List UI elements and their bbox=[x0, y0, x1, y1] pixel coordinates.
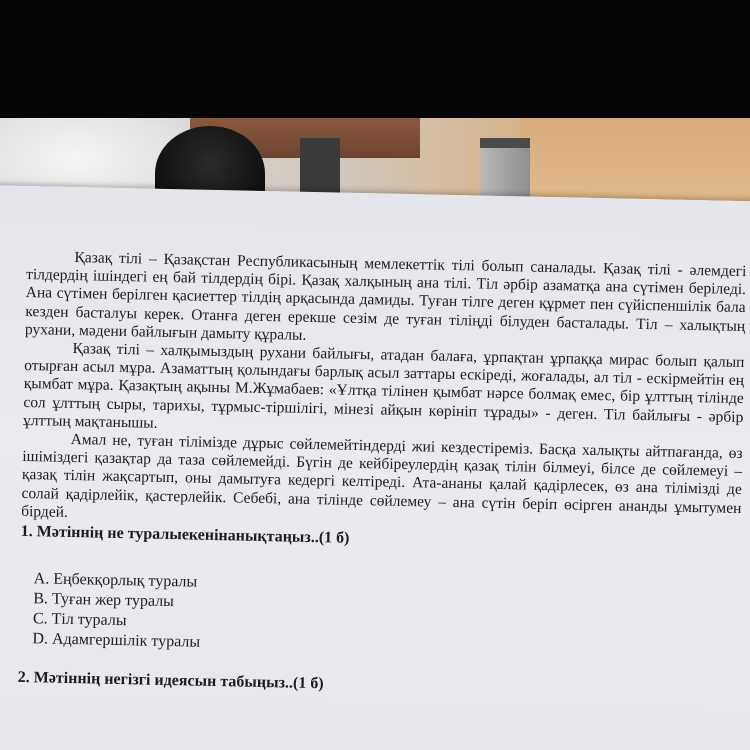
paragraph-1: Қазақ тілі – Қазақстан Республикасының мемлекеттік тілі болып саналады. Қазақ тілі - әлемдегі тілдердің ішіндегі ең бай тілдердің бірі. Қазақ халқының ана тілі. Тіл әрбір азаматқа ана сүтімен беріледі. Ана сүтімен берілген қасиеттер тілдің арқасында дамиды. Туған тілге деген құрмет пен сүйіспеншілік бала кезден басталуы керек. Отанға деген ерекше сезім де туған тіліңді білуден басталады. Тіл – халықтың рухани, мәдени байлығын дамыту құралы. bbox=[24, 248, 747, 344]
paragraph-2: Қазақ тілі – халқымыздың рухани байлығы, атадан балаға, ұрпақтан ұрпаққа мирас болып қалып отырған асыл мұра. Азаматтың қолындағы барлық асыл заттары ескіреді, жоғалады, ал тіл - ескірмейтін ең қымбат мұра. Қазақтың ақыны М.Жұмабаев: «Ұлтқа тілінен қымбат нәрсе болмақ емес, бір ұлттың тілінде сол ұлттың сыры, тарихы, тұрмыс-тіршілігі, мінезі айқын көрініп тұрады» - деген. Тіл байлығы - әрбір ұлттың мақтанышы. bbox=[22, 339, 745, 432]
option-a[interactable]: A. Еңбекқорлық туралы bbox=[33, 570, 198, 591]
question-1: 1. Мәтіннің не туралыекенінанықтаңыз..(1 б) bbox=[20, 522, 350, 547]
option-b[interactable]: B. Туған жер туралы bbox=[33, 590, 175, 611]
option-d[interactable]: D. Адамгершілік туралы bbox=[32, 630, 201, 651]
paragraph-3: Амал не, туған тілімізде дұрыс сөйлемейтіндерді жиі кездестіреміз. Басқа халықты айтпағанда, өз ішіміздегі қазақтар да таза сөйлемейді. Бүгін де кейбіреулердің қазақ тілін білмеуі, білсе де сөйлемеуі – қазақ тілін жақсартып, оны дамытуға кедергі келтіреді. Ата-ананы қалай қадірлесек, өз ана тілімізді де солай қадірлейік, қастерлейік. Себебі, ана тілінде сөйлемеу – ана сүтін беріп өсірген ананды ұмытумен бірдей. bbox=[20, 430, 743, 521]
document-content bbox=[17, 248, 746, 704]
dark-background bbox=[0, 0, 750, 120]
paper-sheet bbox=[0, 185, 750, 750]
answer-options bbox=[32, 569, 740, 664]
question-2: 2. Мәтіннің негізгі идеясын табыңыз..(1 б) bbox=[17, 668, 324, 693]
option-c[interactable]: C. Тіл туралы bbox=[32, 610, 127, 630]
